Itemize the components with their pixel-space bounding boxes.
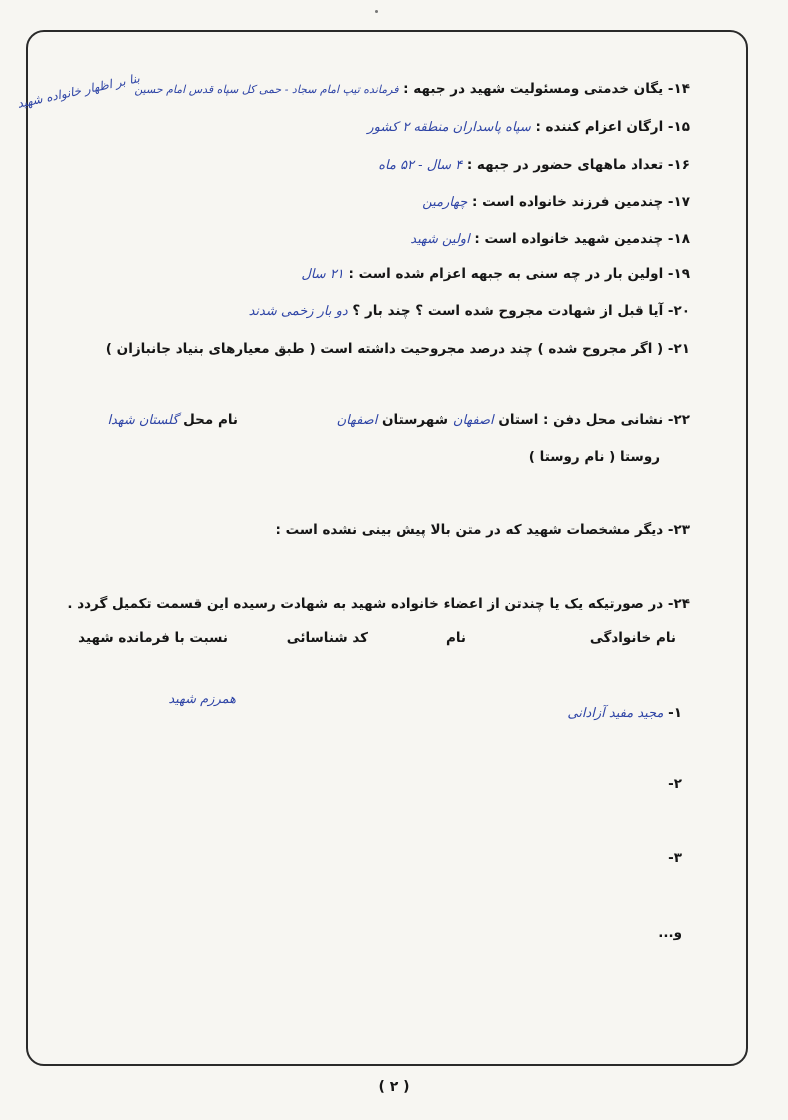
table-row	[658, 923, 682, 943]
row-number: ۲-	[668, 776, 682, 792]
q18-number: ۱۸-	[667, 231, 690, 247]
header-name: نام	[445, 630, 466, 646]
row-relation: همرزم شهید	[168, 692, 236, 707]
row-number: ۳-	[668, 850, 682, 866]
q21-row	[106, 339, 690, 359]
q22-row	[453, 410, 690, 431]
q19-label: اولین بار در چه سنی به جبهه اعزام شده است :	[348, 266, 664, 282]
q20-number: ۲۰-	[667, 303, 690, 319]
q23-row	[275, 520, 690, 540]
margin-note: بنا بر اظهار خانواده شهید	[15, 71, 141, 111]
table-row	[567, 703, 682, 724]
page-number: ( ۲ )	[378, 1079, 410, 1095]
header-id-code: کد شناسائی	[286, 630, 368, 646]
q14-label: یگان خدمتی ومسئولیت شهید در جبهه :	[403, 81, 664, 97]
row-name: مجید مفید آزادانی	[567, 706, 664, 721]
q24-number: ۲۴-	[667, 596, 690, 612]
row-number: و...	[658, 925, 682, 941]
q22-city-label: شهرستان	[382, 412, 448, 428]
q15-number: ۱۵-	[667, 119, 690, 135]
q16-label: تعداد ماههای حضور در جبهه :	[466, 157, 664, 173]
q22-place-label: نام محل	[183, 412, 238, 428]
table-row	[668, 848, 682, 868]
q20-answer: دو بار زخمی شدند	[248, 304, 348, 319]
q18-answer: اولین شهید	[410, 232, 470, 247]
q19-row	[301, 264, 690, 285]
q17-answer: چهارمین	[422, 195, 468, 210]
q19-number: ۱۹-	[667, 266, 690, 282]
q17-label: چندمین فرزند خانواده است :	[472, 194, 664, 210]
q20-row	[249, 301, 690, 322]
q17-number: ۱۷-	[667, 194, 690, 210]
q21-label: ( اگر مجروح شده ) چند درصد مجروحیت داشته است ( طبق معیارهای بنیاد جانبازان )	[105, 341, 664, 357]
q23-label: دیگر مشخصات شهید که در متن بالا پیش بینی نشده است :	[275, 522, 664, 538]
q18-row	[410, 229, 690, 250]
q22-village	[529, 447, 660, 467]
q15-label: ارگان اعزام کننده :	[535, 119, 664, 135]
q16-answer: ۴ سال - ۵۲ ماه	[378, 158, 463, 173]
q16-row	[378, 155, 690, 176]
q14-row	[134, 79, 690, 100]
q24-row	[67, 594, 690, 614]
q17-row	[422, 192, 690, 213]
q22-place-group	[107, 410, 238, 431]
q22-city-group	[337, 410, 448, 431]
q23-number: ۲۳-	[667, 522, 690, 538]
q21-number: ۲۱-	[667, 341, 690, 357]
q14-number: ۱۴-	[667, 81, 690, 97]
q15-answer: سپاه پاسداران منطقه ۲ کشور	[367, 120, 531, 135]
q14-answer: فرمانده تیپ امام سجاد - حمی کل سپاه قدس امام حسین	[134, 83, 399, 96]
page-border	[26, 30, 748, 1066]
row-number: ۱-	[668, 705, 682, 721]
q22-village-label: روستا ( نام روستا )	[528, 449, 660, 465]
q22-city: اصفهان	[336, 413, 378, 428]
q22-label: نشانی محل دفن : استان	[498, 412, 664, 428]
header-family-name: نام خانوادگی	[589, 630, 676, 646]
q18-label: چندمین شهید خانواده است :	[474, 231, 664, 247]
q19-answer: ۲۱ سال	[301, 267, 344, 282]
header-relation: نسبت با فرمانده شهید	[78, 630, 228, 646]
q22-place: گلستان شهدا	[107, 413, 179, 428]
scan-speck	[375, 10, 378, 13]
q22-number: ۲۲-	[667, 412, 690, 428]
q24-label: در صورتیکه یک یا چندتن از اعضاء خانواده شهید به شهادت رسیده این قسمت تکمیل گردد .	[67, 596, 664, 612]
q20-label: آیا قبل از شهادت مجروح شده است ؟ چند بار ؟	[352, 303, 664, 319]
q22-province: اصفهان	[452, 413, 494, 428]
q15-row	[367, 117, 690, 138]
table-row	[668, 774, 682, 794]
q16-number: ۱۶-	[667, 157, 690, 173]
